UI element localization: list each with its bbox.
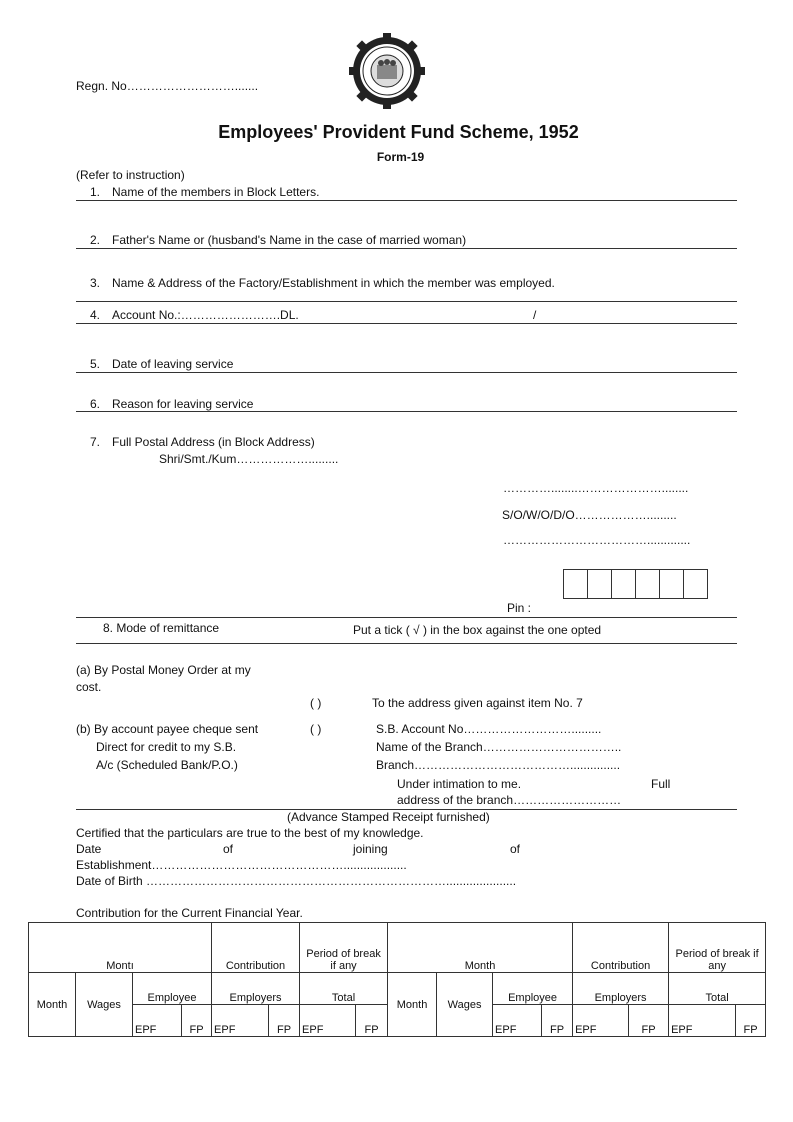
divider xyxy=(76,372,737,373)
fp-col: FP xyxy=(736,1005,766,1037)
fp-col: FP xyxy=(182,1005,212,1037)
account-slash: / xyxy=(533,308,537,322)
employers-col: Employers xyxy=(212,973,300,1005)
period-header-right: Period of break if any xyxy=(669,923,766,973)
address-line-1: …………........…………………........ xyxy=(503,481,689,495)
shri-smt-kum-field: Shri/Smt./Kum………………......... xyxy=(159,452,339,466)
employee-col-2: Employee xyxy=(493,973,573,1005)
contribution-header-left: Contribution xyxy=(212,923,300,973)
month-col: Month xyxy=(29,973,76,1037)
divider xyxy=(76,643,737,644)
epf-col: EPF xyxy=(212,1005,269,1037)
cheque-option-cont: Direct for credit to my S.B. xyxy=(96,740,237,754)
fp-col: FP xyxy=(629,1005,669,1037)
item-3-label: 3. Name & Address of the Factory/Establishment in which the member was employed. xyxy=(89,276,555,290)
contribution-table xyxy=(28,922,766,1037)
month-header-left: Montı xyxy=(29,923,212,973)
sb-account-field: S.B. Account No………………………......... xyxy=(376,722,602,736)
branch-address-field: address of the branch……………………… xyxy=(397,793,622,807)
epf-col: EPF xyxy=(300,1005,356,1037)
establishment-field: Establishment…………………………………………................... xyxy=(76,858,407,872)
divider xyxy=(76,248,737,249)
pin-label: Pin : xyxy=(507,601,532,615)
total-col: Total xyxy=(300,973,388,1005)
item-4-account-number: 4. Account No.:…………………….DL. xyxy=(89,308,299,322)
month-header-right: Month xyxy=(388,923,573,973)
epfo-emblem-icon xyxy=(349,33,425,109)
fp-col: FP xyxy=(269,1005,300,1037)
date-word: Date xyxy=(76,842,102,856)
fp-col: FP xyxy=(356,1005,388,1037)
cheque-option: (b) By account payee cheque sent xyxy=(76,722,259,736)
divider xyxy=(76,200,737,201)
fp-col: FP xyxy=(542,1005,573,1037)
epf-col: EPF xyxy=(133,1005,182,1037)
item-5-label: 5. Date of leaving service xyxy=(89,357,234,371)
wages-col-2: Wages xyxy=(437,973,493,1037)
divider xyxy=(76,323,737,324)
item-2-label: 2. Father's Name or (husband's Name in the case of married woman) xyxy=(89,233,467,247)
address-line-2: ………………………………............. xyxy=(503,533,691,547)
employers-col-2: Employers xyxy=(573,973,669,1005)
relation-field: S/O/W/O/D/O………………......... xyxy=(502,508,677,522)
postal-order-option: (a) By Postal Money Order at my xyxy=(76,663,251,677)
full-label: Full xyxy=(651,777,671,791)
branch-name-field: Name of the Branch…………………………….. xyxy=(376,740,622,754)
wages-col: Wages xyxy=(76,973,133,1037)
item-6-label: 6. Reason for leaving service xyxy=(89,397,254,411)
month-col-2: Month xyxy=(388,973,437,1037)
divider xyxy=(76,411,737,412)
intimation-note: Under intimation to me. xyxy=(397,777,522,791)
divider xyxy=(76,617,737,618)
contribution-header-right: Contribution xyxy=(573,923,669,973)
pin-code-boxes[interactable] xyxy=(563,569,708,599)
page-title: Employees' Provident Fund Scheme, 1952 xyxy=(218,122,579,142)
of-word: of xyxy=(223,842,234,856)
postal-address-note: To the address given against item No. 7 xyxy=(372,696,583,710)
branch-field: Branch…………………………………............... xyxy=(376,758,621,772)
refer-instruction: (Refer to instruction) xyxy=(76,168,185,182)
registration-number: Regn. No………………………....... xyxy=(76,79,259,93)
divider xyxy=(76,301,737,302)
tick-instruction: Put a tick ( √ ) in the box against the one opted xyxy=(353,623,602,637)
total-col-2: Total xyxy=(669,973,766,1005)
cheque-tick-box[interactable]: ( ) xyxy=(310,722,322,736)
epf-col: EPF xyxy=(573,1005,629,1037)
form-number: Form-19 xyxy=(376,150,425,164)
joining-word: joining xyxy=(353,842,388,856)
certification-statement: Certified that the particulars are true to the best of my knowledge. xyxy=(76,826,424,840)
of-word-2: of xyxy=(510,842,521,856)
postal-order-option-cont: cost. xyxy=(76,680,102,694)
employee-col: Employee xyxy=(133,973,212,1005)
remittance-label: 8. Mode of remittance xyxy=(103,621,220,635)
epf-col: EPF xyxy=(669,1005,736,1037)
item-7-label: 7. Full Postal Address (in Block Address) xyxy=(89,435,315,449)
contribution-caption: Contribution for the Current Financial Year. xyxy=(76,906,303,920)
postal-order-tick-box[interactable]: ( ) xyxy=(310,696,322,710)
receipt-note: (Advance Stamped Receipt furnished) xyxy=(287,810,490,824)
cheque-option-cont-2: A/c (Scheduled Bank/P.O.) xyxy=(96,758,238,772)
period-header-left: Period of break if any xyxy=(300,923,388,973)
item-1-label: 1. Name of the members in Block Letters. xyxy=(89,185,320,199)
date-of-birth-field: Date of Birth …………………………………………………………………..................... xyxy=(76,874,517,888)
epf-col: EPF xyxy=(493,1005,542,1037)
